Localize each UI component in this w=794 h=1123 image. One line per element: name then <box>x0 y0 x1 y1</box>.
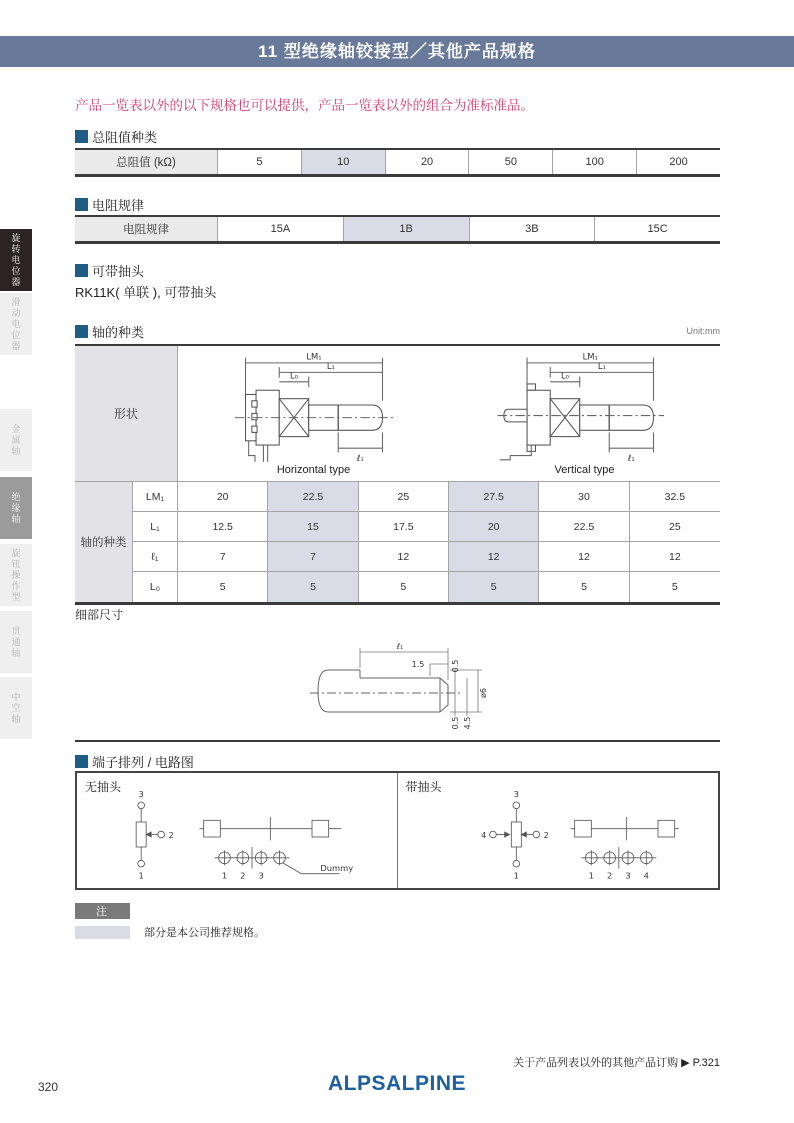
terminal-circuit-box <box>75 771 720 890</box>
pin-label: 4 <box>480 829 486 840</box>
section-title-terminals <box>75 752 194 771</box>
note-text: 部分是本公司推荐规格。 <box>144 927 265 939</box>
sidebar-item-metal-shaft[interactable] <box>0 409 32 471</box>
pin-label: 4 <box>643 870 649 881</box>
sidebar-item-rotary-potentiometer[interactable] <box>0 229 32 291</box>
table-cell: 12 <box>539 542 629 572</box>
pin-label: 2 <box>168 829 174 840</box>
vertical-type-diagram <box>449 346 720 481</box>
shape-diagrams-cell <box>178 346 720 481</box>
pin-label: 1 <box>221 870 228 881</box>
section-title-text: 可带抽头 <box>92 264 145 279</box>
table-cell-highlighted: 15 <box>268 512 358 542</box>
table-cell-highlighted: 22.5 <box>268 482 358 512</box>
sidebar-item-label: 旋钮操作型 <box>10 547 21 603</box>
section-title-text: 轴的种类 <box>92 325 145 340</box>
table-cell: 5 <box>539 572 629 602</box>
sidebar-item-through-shaft[interactable] <box>0 611 32 673</box>
sidebar-item-slide-potentiometer[interactable] <box>0 293 32 355</box>
dim-label: L₁ <box>597 361 606 372</box>
dim-label: 1.5 <box>411 660 425 669</box>
table-cell: 12 <box>359 542 449 572</box>
axis-row-header: 轴的种类 <box>75 482 133 602</box>
table-cell-highlighted: 27.5 <box>449 482 539 512</box>
section-title-text: 端子排列 / 电路图 <box>92 755 194 770</box>
table-cell: 15A <box>218 217 344 241</box>
section-title-text: 总阻值种类 <box>92 130 158 145</box>
dim-label: L₀ <box>289 370 298 381</box>
intro-note: 产品一览表以外的以下规格也可以提供，产品一览表以外的组合为准标准品。 <box>75 98 534 113</box>
total-resistance-table <box>75 148 720 177</box>
pin-label: 3 <box>513 789 519 799</box>
shaft-types-table <box>75 344 720 605</box>
pin-label: 3 <box>258 870 264 881</box>
alpsalpine-logo: ALPSALPINE <box>327 1072 466 1095</box>
table-cell: 30 <box>539 482 629 512</box>
section-divider <box>75 740 720 742</box>
dim-label: ø6 <box>479 688 488 698</box>
table-cell-highlighted: 1B <box>344 217 470 241</box>
page-title: 11 型绝缘轴铰接型／其他产品规格 <box>258 42 536 61</box>
dim-label: LM₁ <box>305 351 322 362</box>
sidebar-item-label: 金属轴 <box>10 423 21 457</box>
taper-table <box>75 215 720 244</box>
row-label: LM₁ <box>133 482 178 512</box>
shape-row <box>75 346 720 482</box>
pin-label: 1 <box>588 870 594 881</box>
dim-label: ℓ₁ <box>356 452 364 463</box>
table-cell-highlighted: 10 <box>302 150 386 174</box>
sidebar-item-insulated-shaft[interactable] <box>0 477 32 539</box>
footer-order-link[interactable]: 关于产品列表以外的其他产品订购 ▶ P.321 <box>513 1057 720 1069</box>
table-cell: 25 <box>630 512 720 542</box>
tap-label: 带抽头 <box>405 780 442 794</box>
vertical-type-drawing <box>480 346 690 464</box>
table-cell: 5 <box>630 572 720 602</box>
pin-label: 3 <box>138 789 144 799</box>
table-cell: 100 <box>553 150 637 174</box>
table-cell: 200 <box>637 150 720 174</box>
table-cell: 7 <box>178 542 268 572</box>
pin-label: 1 <box>138 870 144 881</box>
horizontal-type-drawing <box>209 346 419 464</box>
section-title-taper <box>75 195 144 214</box>
unit-label: Unit:mm <box>686 326 720 336</box>
dim-label: ℓ₁ <box>627 452 635 463</box>
section-title-tap <box>75 261 144 280</box>
tap-panel <box>398 773 719 888</box>
row-label: L₀ <box>133 572 178 602</box>
table-cell: 20 <box>178 482 268 512</box>
shaft-detail-drawing <box>290 622 505 742</box>
sidebar-item-hollow-shaft[interactable] <box>0 677 32 739</box>
table-cell: 5 <box>178 572 268 602</box>
section-title-total-resistance <box>75 127 157 146</box>
note-badge: 注 <box>75 903 130 919</box>
dummy-label: Dummy <box>320 863 354 874</box>
note-row <box>75 924 265 940</box>
horizontal-type-diagram <box>178 346 449 481</box>
page-number: 320 <box>38 1080 59 1094</box>
table-cell: 12.5 <box>178 512 268 542</box>
sidebar-item-label: 贯通轴 <box>10 625 21 659</box>
no-tap-panel <box>77 773 398 888</box>
no-tap-label: 无抽头 <box>85 780 122 794</box>
section-square-icon <box>75 264 88 277</box>
no-tap-circuit-drawing <box>82 787 392 887</box>
table-cell-highlighted: 12 <box>449 542 539 572</box>
pin-label: 3 <box>624 870 631 881</box>
pin-label: 2 <box>606 870 612 881</box>
table-row-header: 总阻值 (kΩ) <box>75 150 218 174</box>
shape-row-header: 形状 <box>75 346 178 481</box>
table-cell: 22.5 <box>539 512 629 542</box>
section-square-icon <box>75 130 88 143</box>
table-cell: 5 <box>359 572 449 602</box>
sidebar-item-label: 滑动电位器 <box>10 296 21 352</box>
table-cell-highlighted: 20 <box>449 512 539 542</box>
table-cell: 32.5 <box>630 482 720 512</box>
detail-dimensions-label: 细部尺寸 <box>75 608 124 622</box>
dim-label: 0.5 <box>451 716 460 730</box>
table-cell: 3B <box>470 217 596 241</box>
dim-label: 0.5 <box>451 659 460 673</box>
section-square-icon <box>75 755 88 768</box>
table-cell: 50 <box>469 150 553 174</box>
horizontal-type-caption: Horizontal type <box>276 464 351 476</box>
section-title-text: 电阻规律 <box>92 198 145 213</box>
table-cell-highlighted: 5 <box>449 572 539 602</box>
table-cell: 12 <box>630 542 720 572</box>
dim-label: LM₁ <box>582 351 598 362</box>
section-title-shaft-types <box>75 322 144 341</box>
highlight-swatch <box>75 926 130 939</box>
table-cell: 15C <box>595 217 720 241</box>
tap-description: RK11K( 单联 ), 可带抽头 <box>75 285 217 300</box>
sidebar-item-label: 绝缘轴 <box>10 491 21 525</box>
section-square-icon <box>75 325 88 338</box>
pin-label: 1 <box>513 870 519 881</box>
table-cell: 25 <box>359 482 449 512</box>
section-square-icon <box>75 198 88 211</box>
row-label: ℓ₁ <box>133 542 178 572</box>
pin-label: 2 <box>543 829 549 840</box>
tap-circuit-drawing <box>403 787 713 887</box>
row-label: L₁ <box>133 512 178 542</box>
table-row-header: 电阻规律 <box>75 217 218 241</box>
table-cell: 5 <box>218 150 302 174</box>
dim-label: L₀ <box>560 370 569 381</box>
shaft-dimension-rows <box>75 482 720 602</box>
dim-label: ℓ₁ <box>396 642 404 651</box>
table-cell-highlighted: 7 <box>268 542 358 572</box>
dim-label: 4.5 <box>463 716 472 730</box>
dim-label: L₁ <box>326 361 335 372</box>
table-cell: 20 <box>386 150 470 174</box>
sidebar-item-knob-operated[interactable] <box>0 544 32 606</box>
header-band <box>0 36 794 67</box>
vertical-type-caption: Vertical type <box>554 464 615 476</box>
pin-label: 2 <box>240 870 246 881</box>
table-cell: 17.5 <box>359 512 449 542</box>
sidebar-item-label: 旋转电位器 <box>10 232 21 288</box>
sidebar-item-label: 中空轴 <box>10 691 21 725</box>
table-cell-highlighted: 5 <box>268 572 358 602</box>
